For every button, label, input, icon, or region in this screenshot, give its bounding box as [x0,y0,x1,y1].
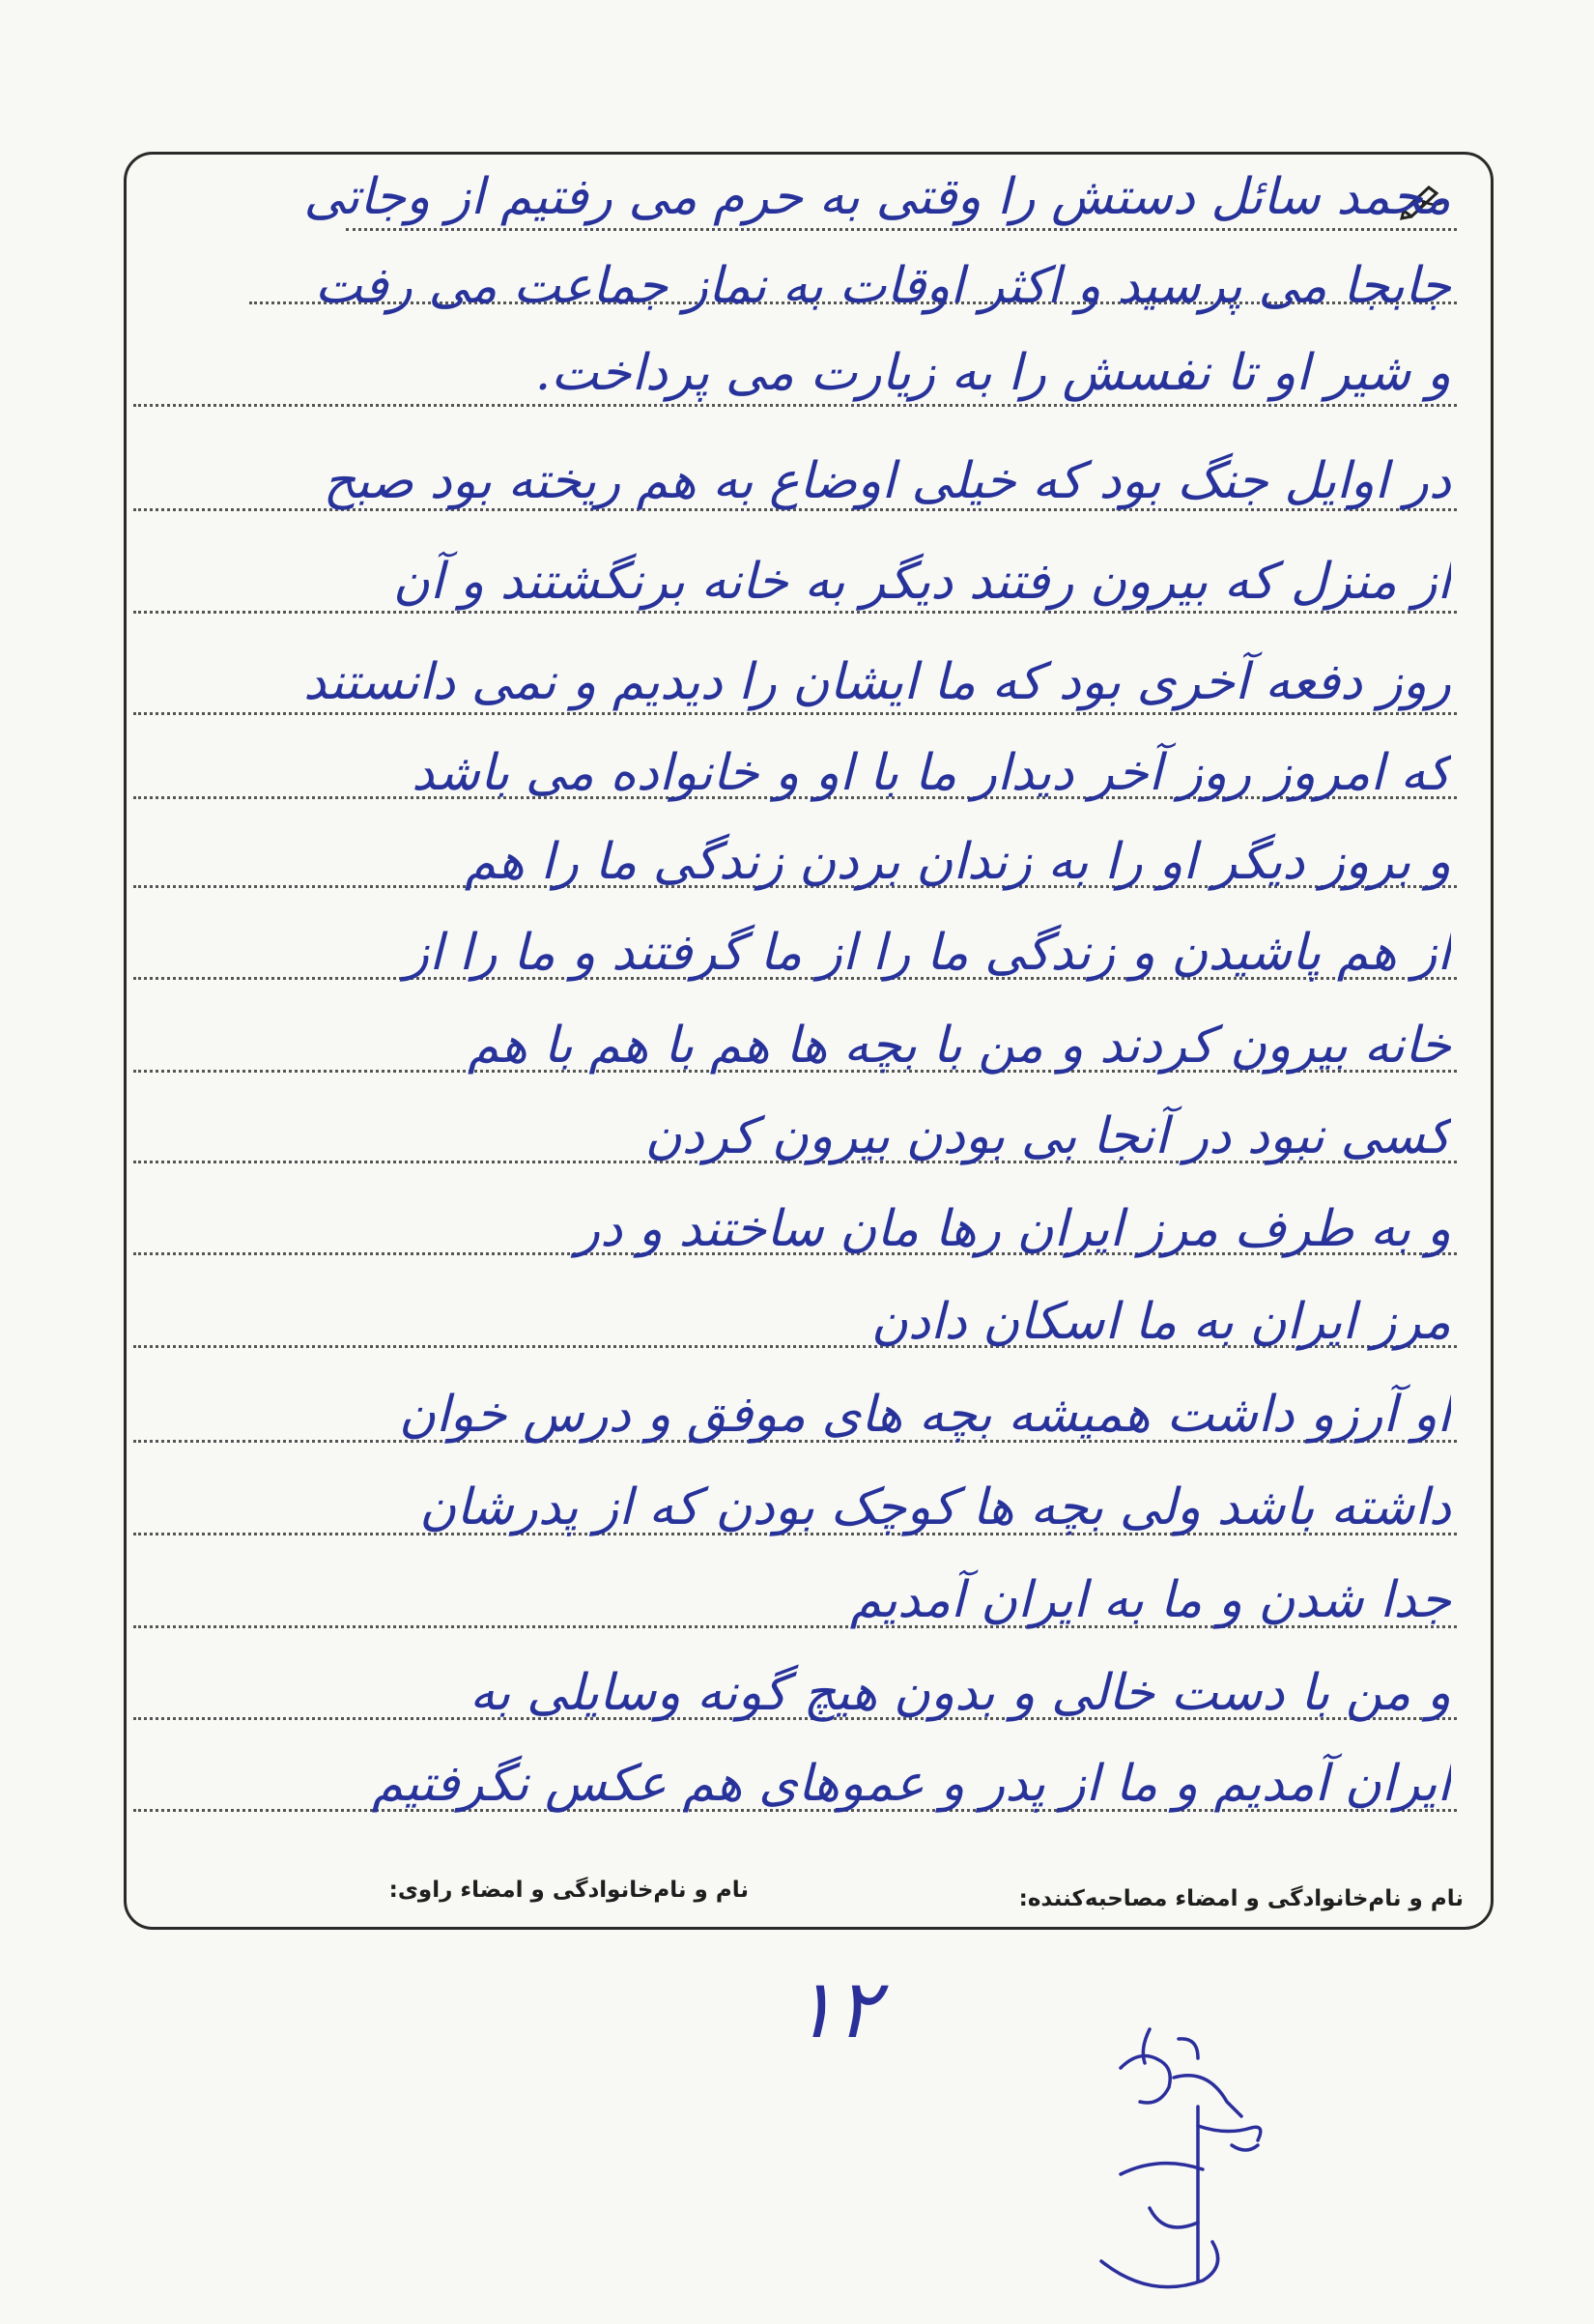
handwritten-line: و به طرف مرز ایران رها مان ساختند و در [576,1200,1451,1258]
handwritten-line: و شیر او تا نفسش را به زیارت می پرداخت. [534,344,1451,402]
interviewer-signature-label: نام و نام‌خانوادگی و امضاء مصاحبه‌کننده: [1018,1886,1464,1911]
handwritten-line: و من با دست خالی و بدون هیچ گونه وسایلی به [470,1664,1451,1722]
handwritten-line: و بروز دیگر او را به زندان بردن زندگی ما را هم [464,833,1451,891]
narrator-signature-label: نام و نام‌خانوادگی و امضاء راوی: [388,1878,749,1903]
handwritten-line: که امروز روز آخر دیدار ما با او و خانواده می باشد [411,744,1451,802]
handwritten-line: خانه بیرون کردند و من با بچه ها هم با هم با هم [468,1017,1451,1075]
handwritten-line: در اوایل جنگ بود که خیلی اوضاع به هم ریخته بود صبح [323,452,1451,510]
handwritten-line: جدا شدن و ما به ایران آمدیم [849,1571,1451,1629]
handwritten-line: از منزل که بیرون رفتند دیگر به خانه برنگشتند و آن [392,553,1451,611]
handwritten-line: جابجا می پرسید و اکثر اوقات به نماز جماعت می رفت [314,257,1451,315]
handwritten-line: محمد سائل دستش را وقتی به حرم می رفتیم از وجاتی [303,168,1451,226]
handwritten-line: روز دفعه آخری بود که ما ایشان را دیدیم و نمی دانستند [303,653,1451,711]
page-number: ۱۲ [792,1962,880,2056]
handwritten-line: او آرزو داشت همیشه بچه های موفق و درس خوان [398,1386,1451,1444]
handwritten-line: مرز ایران به ما اسکان دادن [870,1293,1451,1351]
handwritten-line: از هم پاشیدن و زندگی ما را از ما گرفتند و ما را از [404,924,1451,982]
handwritten-line: کسی نبود در آنجا بی بودن بیرون کردن [644,1107,1451,1165]
signature-image [1005,2010,1333,2300]
handwritten-line: ایران آمدیم و ما از پدر و عموهای هم عکس نگرفتیم [371,1755,1451,1813]
handwritten-line: داشته باشد ولی بچه ها کوچک بودن که از پدرشان [419,1478,1451,1536]
